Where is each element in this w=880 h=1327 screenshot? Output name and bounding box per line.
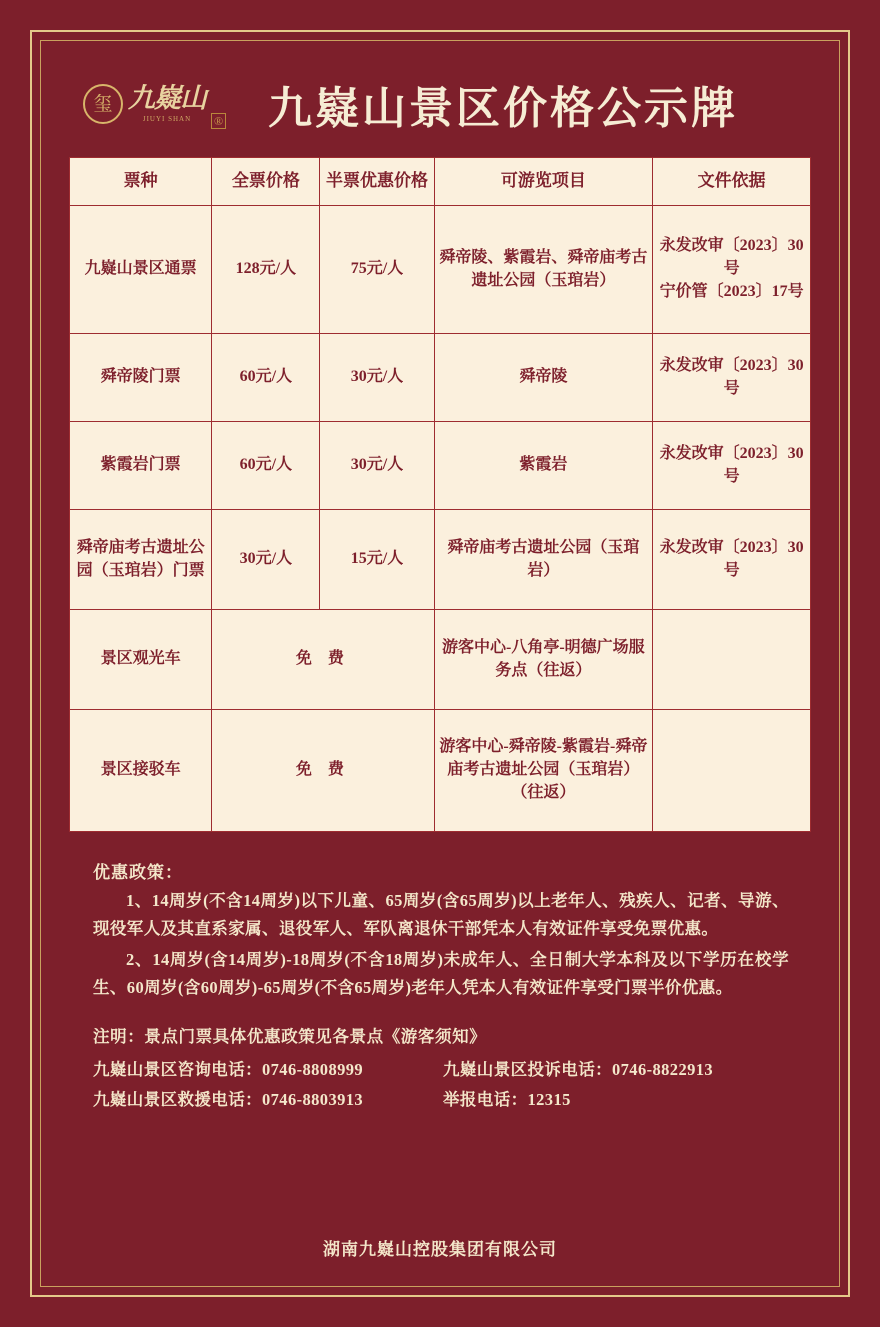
cell-ticket: 九嶷山景区通票	[70, 206, 212, 334]
column-header-items: 可游览项目	[434, 158, 653, 206]
policy-item-2: 2、14周岁(含14周岁)-18周岁(不含18周岁)未成年人、全日制大学本科及以下学历在校学生、60周岁(含60周岁)-65周岁(不含65周岁)老年人凭本人有效证件享受门票半价优惠。	[93, 949, 789, 998]
cell-document: 永发改审〔2023〕30号 宁价管〔2023〕17号	[653, 206, 811, 334]
policy-heading: 优惠政策：	[93, 863, 183, 882]
price-table	[69, 157, 811, 832]
cell-half-price: 75元/人	[320, 206, 434, 334]
cell-items: 游客中心-舜帝陵-紫霞岩-舜帝庙考古遗址公园（玉琯岩）（往返）	[434, 710, 653, 832]
phone-complaint: 九嶷山景区投诉电话：0746-8822913	[443, 1059, 714, 1079]
board-header	[69, 67, 811, 141]
column-header-ticket: 票种	[70, 158, 212, 206]
cell-ticket: 景区接驳车	[70, 710, 212, 832]
brand-name: 九嶷山	[128, 83, 206, 113]
cell-items: 紫霞岩	[434, 422, 653, 510]
table-row	[70, 510, 811, 610]
cell-half-price: 30元/人	[320, 334, 434, 422]
cell-ticket: 舜帝庙考古遗址公园（玉琯岩）门票	[70, 510, 212, 610]
cell-ticket: 景区观光车	[70, 610, 212, 710]
registered-mark-icon: ®	[211, 113, 226, 129]
cell-full-price: 30元/人	[212, 510, 320, 610]
board-content	[41, 41, 839, 1286]
phone-row	[93, 1055, 789, 1086]
cell-document	[653, 710, 811, 832]
cell-ticket: 舜帝陵门票	[70, 334, 212, 422]
cell-document: 永发改审〔2023〕30号	[653, 422, 811, 510]
cell-items: 舜帝陵	[434, 334, 653, 422]
brand-pinyin: JIUYI SHAN	[142, 115, 192, 123]
cell-full-price: 60元/人	[212, 422, 320, 510]
cell-full-price: 60元/人	[212, 334, 320, 422]
table-header-row	[70, 158, 811, 206]
table-row	[70, 422, 811, 510]
cell-full-price: 128元/人	[212, 206, 320, 334]
table-row	[70, 334, 811, 422]
page-title: 九嶷山景区价格公示牌	[268, 84, 738, 133]
company-footer: 湖南九嶷山控股集团有限公司	[323, 1240, 557, 1259]
cell-document	[653, 610, 811, 710]
cell-document: 永发改审〔2023〕30号	[653, 334, 811, 422]
brand-logo	[83, 73, 248, 135]
cell-ticket: 紫霞岩门票	[70, 422, 212, 510]
phone-consult: 九嶷山景区咨询电话：0746-8808999	[93, 1059, 364, 1079]
phone-row	[93, 1085, 789, 1116]
cell-items: 游客中心-八角亭-明德广场服务点（往返）	[434, 610, 653, 710]
cell-half-price: 15元/人	[320, 510, 434, 610]
brand-wordmark	[128, 85, 206, 123]
table-row	[70, 710, 811, 832]
cell-free-price: 免 费	[212, 610, 434, 710]
policy-item-1: 1、14周岁(不含14周岁)以下儿童、65周岁(含65周岁)以上老年人、残疾人、记者、导游、现役军人及其直系家属、退役军人、军队离退休干部凭本人有效证件享受免票优惠。	[93, 891, 789, 939]
phone-rescue: 九嶷山景区救援电话：0746-8803913	[93, 1090, 364, 1110]
board-inner-border	[40, 40, 840, 1287]
cell-free-price: 免 费	[212, 710, 434, 832]
column-header-full-price: 全票价格	[212, 158, 320, 206]
cell-document: 永发改审〔2023〕30号	[653, 510, 811, 610]
cell-items: 舜帝陵、紫霞岩、舜帝庙考古遗址公园（玉琯岩）	[434, 206, 653, 334]
cell-items: 舜帝庙考古遗址公园（玉琯岩）	[434, 510, 653, 610]
cell-half-price: 30元/人	[320, 422, 434, 510]
contact-phones	[93, 1055, 789, 1116]
column-header-half-price: 半票优惠价格	[320, 158, 434, 206]
column-header-document: 文件依据	[653, 158, 811, 206]
policy-remark: 注明：景点门票具体优惠政策见各景点《游客须知》	[93, 1026, 487, 1046]
seal-icon: 玺	[83, 84, 123, 124]
phone-report: 举报电话：12315	[443, 1090, 571, 1110]
price-board	[30, 30, 850, 1297]
table-row	[70, 610, 811, 710]
policy-notes	[69, 858, 811, 1116]
table-row	[70, 206, 811, 334]
